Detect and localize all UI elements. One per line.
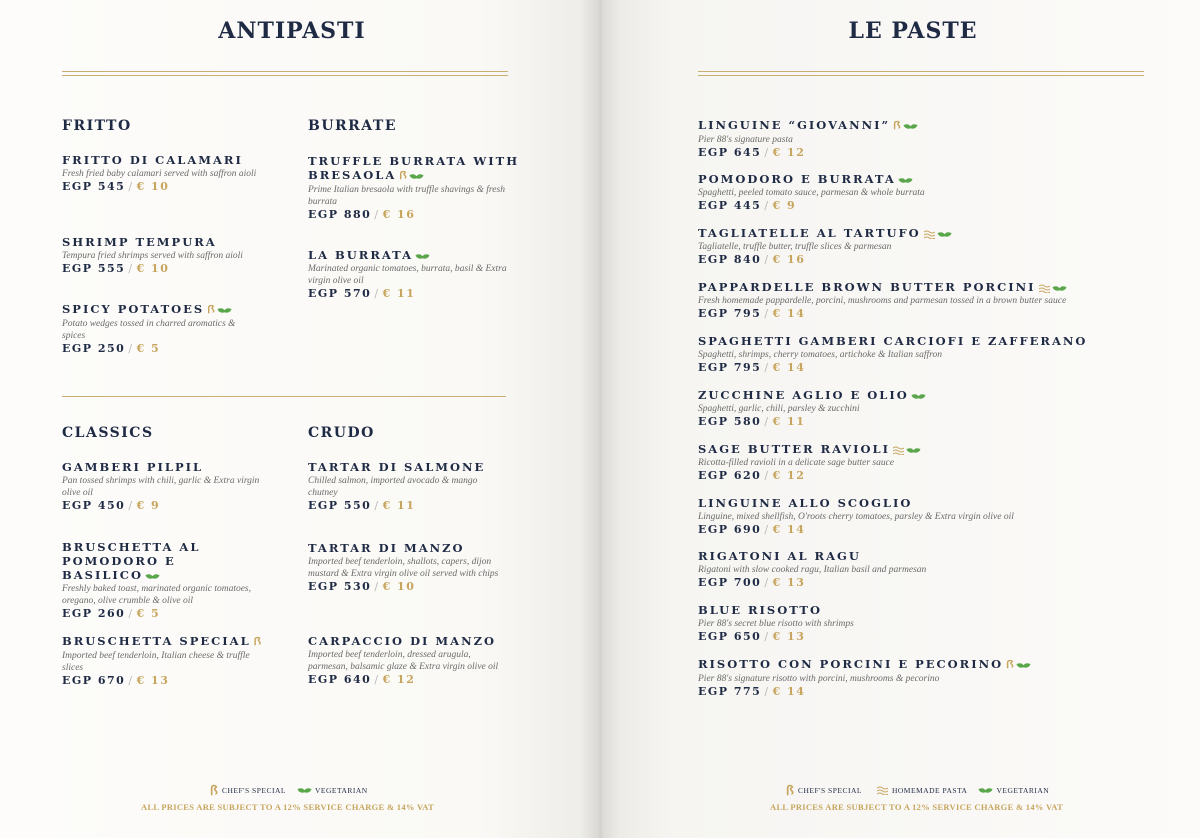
section-title-crudo: CRUDO xyxy=(308,425,375,441)
item-description: Pier 88's secret blue risotto with shrimps xyxy=(698,619,854,629)
menu-item xyxy=(62,235,277,276)
item-price: EGP 795 / € 14 xyxy=(698,361,806,374)
item-description: Spaghetti, peeled tomato sauce, parmesan & whole burrata xyxy=(698,188,925,198)
vegetarian-leaf-icon xyxy=(1053,284,1066,293)
item-price: EGP 620 / € 12 xyxy=(698,469,806,482)
vegetarian-leaf-icon xyxy=(1017,661,1030,670)
item-description: Marinated organic tomatoes, burrata, basil & Extra virgin olive oil xyxy=(308,264,507,286)
item-description: Spaghetti, shrimps, cherry tomatoes, artichoke & Italian saffron xyxy=(698,350,942,360)
vegetarian-leaf-icon xyxy=(218,306,231,315)
homemade-pasta-icon xyxy=(893,446,904,455)
item-name: RISOTTO CON PORCINI E PECORINO Ꟗ xyxy=(698,657,1168,672)
item-price: EGP 250 / € 5 xyxy=(62,342,161,355)
menu-item xyxy=(698,118,1168,160)
chef-special-icon: Ꟗ xyxy=(207,303,215,316)
vegetarian-leaf-icon xyxy=(298,786,311,795)
vegetarian-leaf-icon xyxy=(410,172,423,181)
item-name: POMODORO E BURRATA xyxy=(698,172,1168,186)
item-price: EGP 880 / € 16 xyxy=(308,208,416,221)
item-price: EGP 840 / € 16 xyxy=(698,253,806,266)
item-description: Imported beef tenderloin, dressed arugula, parmesan, balsamic glaze & Extra virgin olive oil xyxy=(308,650,499,672)
right-page xyxy=(600,0,1200,838)
section-title-burrate: BURRATE xyxy=(308,118,397,134)
item-description: Prime Italian bresaola with truffle shavings & fresh burrata xyxy=(308,185,505,207)
homemade-pasta-icon xyxy=(877,786,888,795)
menu-item xyxy=(62,460,277,513)
item-description: Imported beef tenderloin, Italian cheese & truffle slices xyxy=(62,651,250,673)
item-price: EGP 545 / € 10 xyxy=(62,180,170,193)
item-description: Tagliatelle, truffle butter, truffle slices & parmesan xyxy=(698,242,892,252)
vegetarian-leaf-icon xyxy=(979,786,992,795)
menu-item xyxy=(308,154,528,222)
menu-item xyxy=(62,302,277,356)
item-price: EGP 700 / € 13 xyxy=(698,576,806,589)
item-name: TAGLIATELLE AL TARTUFO xyxy=(698,226,1168,240)
vegetarian-leaf-icon xyxy=(912,392,925,401)
item-price: EGP 650 / € 13 xyxy=(698,630,806,643)
item-description: Linguine, mixed shellfish, O'roots cherry tomatoes, parsley & Extra virgin olive oil xyxy=(698,512,1014,522)
item-price: EGP 260 / € 5 xyxy=(62,607,161,620)
item-description: Ricotta-filled ravioli in a delicate sage butter sauce xyxy=(698,458,895,468)
menu-item xyxy=(62,153,277,194)
page-title-antipasti: ANTIPASTI xyxy=(218,18,366,44)
vegetarian-leaf-icon xyxy=(899,176,912,185)
chef-special-icon: Ꟗ xyxy=(1006,658,1014,671)
chef-special-icon: Ꟗ xyxy=(893,119,901,132)
section-title-fritto: FRITTO xyxy=(62,118,132,134)
item-description: Pier 88's signature pasta xyxy=(698,135,793,145)
menu-item xyxy=(698,603,1168,644)
item-price: EGP 570 / € 11 xyxy=(308,287,416,300)
item-name: FRITTO DI CALAMARI xyxy=(62,153,243,167)
legend-chef-special: ꟗ CHEF'S SPECIAL xyxy=(786,781,862,799)
title-divider xyxy=(698,71,1144,76)
title-divider xyxy=(62,71,508,76)
chef-special-icon: ꟗ xyxy=(786,784,794,799)
item-description: Rigatoni with slow cooked ragu, Italian basil and parmesan xyxy=(698,565,927,575)
item-name: TRUFFLE BURRATA WITH BRESAOLA Ꟗ xyxy=(308,154,520,182)
vegetarian-leaf-icon xyxy=(938,230,951,239)
chef-special-icon: Ꟗ xyxy=(253,635,262,648)
legend xyxy=(786,781,1055,799)
legend-homemade-pasta: HOMEMADE PASTA xyxy=(874,786,968,795)
menu-item xyxy=(308,460,523,513)
item-name: SPICY POTATOES Ꟗ xyxy=(62,302,277,317)
section-divider xyxy=(62,396,506,397)
item-name: BLUE RISOTTO xyxy=(698,603,822,617)
item-name: SAGE BUTTER RAVIOLI xyxy=(698,442,1168,456)
item-name: SPAGHETTI GAMBERI CARCIOFI E ZAFFERANO xyxy=(698,334,1088,348)
vegetarian-leaf-icon xyxy=(907,446,920,455)
item-name: TARTAR DI SALMONE xyxy=(308,460,486,474)
item-description: Pier 88's signature risotto with porcini, mushrooms & pecorino xyxy=(698,674,940,684)
item-name: BRUSCHETTA SPECIAL Ꟗ xyxy=(62,634,262,648)
item-price: EGP 555 / € 10 xyxy=(62,262,170,275)
menu-item xyxy=(698,388,1168,429)
menu-item xyxy=(698,657,1168,699)
item-price: EGP 550 / € 11 xyxy=(308,499,416,512)
item-price: EGP 640 / € 12 xyxy=(308,673,416,686)
legend-vegetarian: VEGETARIAN xyxy=(979,786,1049,795)
item-price: EGP 690 / € 14 xyxy=(698,523,806,536)
item-price: EGP 670 / € 13 xyxy=(62,674,170,687)
item-description: Fresh fried baby calamari served with saffron aioli xyxy=(62,169,257,179)
item-description: Fresh homemade pappardelle, porcini, mushrooms and parmesan tossed in a brown butter sauce xyxy=(698,296,1067,306)
item-name: LA BURRATA xyxy=(308,248,523,262)
chef-special-icon: ꟗ xyxy=(210,784,218,799)
legend xyxy=(210,781,374,799)
item-name: TARTAR DI MANZO xyxy=(308,541,465,555)
item-name: SHRIMP TEMPURA xyxy=(62,235,217,249)
item-price: EGP 530 / € 10 xyxy=(308,580,416,593)
item-price: EGP 445 / € 9 xyxy=(698,199,797,212)
item-description: Imported beef tenderloin, shallots, capers, dijon mustard & Extra virgin olive oil served with chips xyxy=(308,557,499,579)
item-price: EGP 775 / € 14 xyxy=(698,685,806,698)
item-price: EGP 645 / € 12 xyxy=(698,146,806,159)
menu-item xyxy=(62,540,282,621)
footer-service-charge-note: ALL PRICES ARE SUBJECT TO A 12% SERVICE CHARGE & 14% VAT xyxy=(141,802,435,812)
legend-vegetarian: VEGETARIAN xyxy=(298,786,368,795)
menu-item xyxy=(698,442,1168,483)
menu-item xyxy=(62,634,277,688)
item-description: Spaghetti, garlic, chili, parsley & zucchini xyxy=(698,404,860,414)
item-price: EGP 450 / € 9 xyxy=(62,499,161,512)
vegetarian-leaf-icon xyxy=(904,122,917,131)
item-price: EGP 795 / € 14 xyxy=(698,307,806,320)
homemade-pasta-icon xyxy=(1039,284,1050,293)
menu-item xyxy=(308,541,523,594)
item-name: ZUCCHINE AGLIO E OLIO xyxy=(698,388,1168,402)
menu-item xyxy=(698,549,1168,590)
item-description: Pan tossed shrimps with chili, garlic & Extra virgin olive oil xyxy=(62,476,260,498)
item-name: PAPPARDELLE BROWN BUTTER PORCINI xyxy=(698,280,1168,294)
menu-item xyxy=(698,496,1168,537)
item-description: Freshly baked toast, marinated organic tomatoes, oregano, olive crumble & olive oil xyxy=(62,584,252,606)
vegetarian-leaf-icon xyxy=(416,252,429,261)
item-name: GAMBERI PILPIL xyxy=(62,460,204,474)
page-title-le-paste: LE PASTE xyxy=(848,18,978,44)
menu-item xyxy=(698,172,1168,213)
homemade-pasta-icon xyxy=(924,230,935,239)
menu-item xyxy=(698,280,1168,321)
item-description: Potato wedges tossed in charred aromatics & spices xyxy=(62,319,236,341)
menu-item xyxy=(698,334,1168,375)
legend-chef-special: ꟗ CHEF'S SPECIAL xyxy=(210,781,286,799)
menu-item xyxy=(308,634,523,687)
item-name: RIGATONI AL RAGU xyxy=(698,549,861,563)
footer-service-charge-note: ALL PRICES ARE SUBJECT TO A 12% SERVICE CHARGE & 14% VAT xyxy=(770,802,1064,812)
item-name: LINGUINE “GIOVANNI” Ꟗ xyxy=(698,118,1168,133)
item-price: EGP 580 / € 11 xyxy=(698,415,806,428)
menu-item xyxy=(698,226,1168,267)
section-title-classics: CLASSICS xyxy=(62,425,154,441)
item-name: LINGUINE ALLO SCOGLIO xyxy=(698,496,913,510)
chef-special-icon: Ꟗ xyxy=(399,169,407,182)
item-description: Tempura fried shrimps served with saffron aioli xyxy=(62,251,243,261)
menu-item xyxy=(308,248,523,301)
item-name: BRUSCHETTA AL POMODORO E BASILICO xyxy=(62,540,201,582)
vegetarian-leaf-icon xyxy=(146,572,159,581)
item-name: CARPACCIO DI MANZO xyxy=(308,634,497,648)
book-spine-shadow xyxy=(580,0,620,838)
item-description: Chilled salmon, imported avocado & mango chutney xyxy=(308,476,478,498)
